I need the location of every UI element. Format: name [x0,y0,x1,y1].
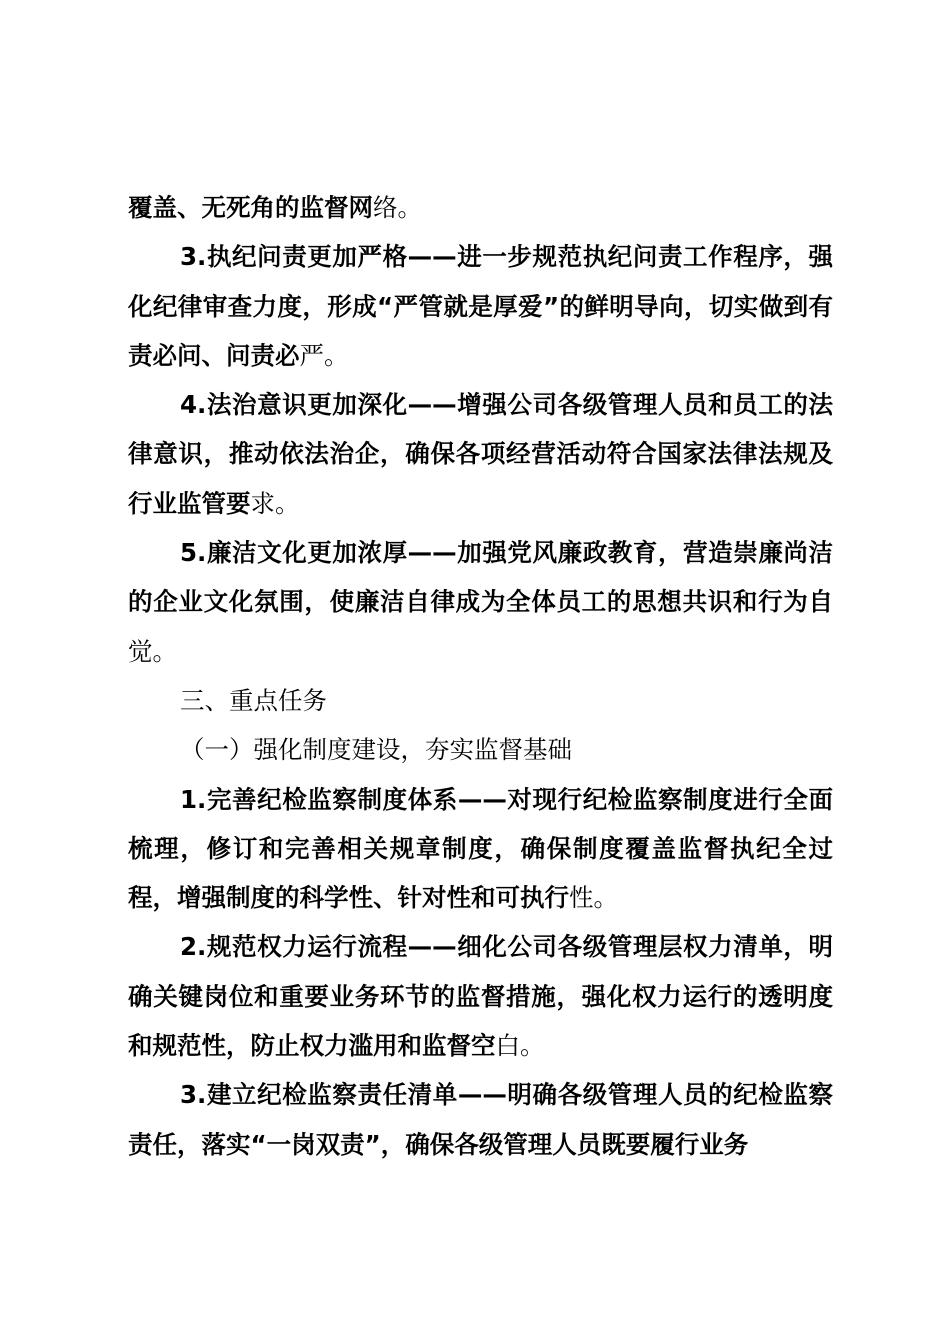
paragraph-network-continuation [128,183,833,232]
paragraph-item-4-rule-of-law [128,380,833,528]
paragraph-task-3-responsibility-list [128,1070,833,1169]
subsection-heading-system-building [128,725,833,774]
paragraph-bold-text: 覆盖、无死角的监督网 [128,193,373,222]
paragraph-normal-text: 严。 [299,340,349,370]
paragraph-bold-text: 1.完善纪检监察制度体系——对现行纪检监察制度进行全面梳理，修订和完善相关规章制度，确保制度覆盖监督执纪全过程，增强制度的科学性、针对性和可执行 [128,784,833,913]
paragraph-normal-text: 络。 [373,193,422,222]
paragraph-task-2-power-process [128,922,833,1070]
section-heading-text: 三、重点任务 [180,685,327,715]
subsection-heading-text: （一）强化制度建设，夯实监督基础 [180,735,572,765]
document-body [128,183,833,1169]
paragraph-item-3-accountability [128,232,833,380]
paragraph-normal-text: 求。 [250,488,300,518]
paragraph-bold-text: 4.法治意识更加深化——增强公司各级管理人员和员工的法律意识，推动依法治企，确保各项经营活动符合国家法律法规及行业监管要 [128,390,833,518]
paragraph-normal-text: 白。 [495,1031,545,1061]
paragraph-normal-text: 性。 [569,883,618,913]
paragraph-bold-text: 5.廉洁文化更加浓厚——加强党风廉政教育，营造崇廉尚洁的企业文化氛围，使廉洁自律成为全体员工的思想共识和行为自 [128,538,833,617]
section-heading-key-tasks [128,676,833,725]
paragraph-bold-text: 3.建立纪检监察责任清单——明确各级管理人员的纪检监察责任，落实“一岗双责”，确保各级管理人员既要履行业务 [128,1080,833,1159]
paragraph-task-1-rules-system [128,775,833,923]
paragraph-bold-text: 2.规范权力运行流程——细化公司各级管理层权力清单，明确关键岗位和重要业务环节的监督措施，强化权力运行的透明度和规范性，防止权力滥用和监督空 [128,932,833,1061]
paragraph-bold-text: 3.执纪问责更加严格——进一步规范执纪问责工作程序，强化纪律审查力度，形成“严管就是厚爱”的鲜明导向，切实做到有责必问、问责必 [128,242,833,370]
paragraph-normal-text: 觉。 [128,636,177,666]
paragraph-item-5-integrity-culture [128,528,833,676]
